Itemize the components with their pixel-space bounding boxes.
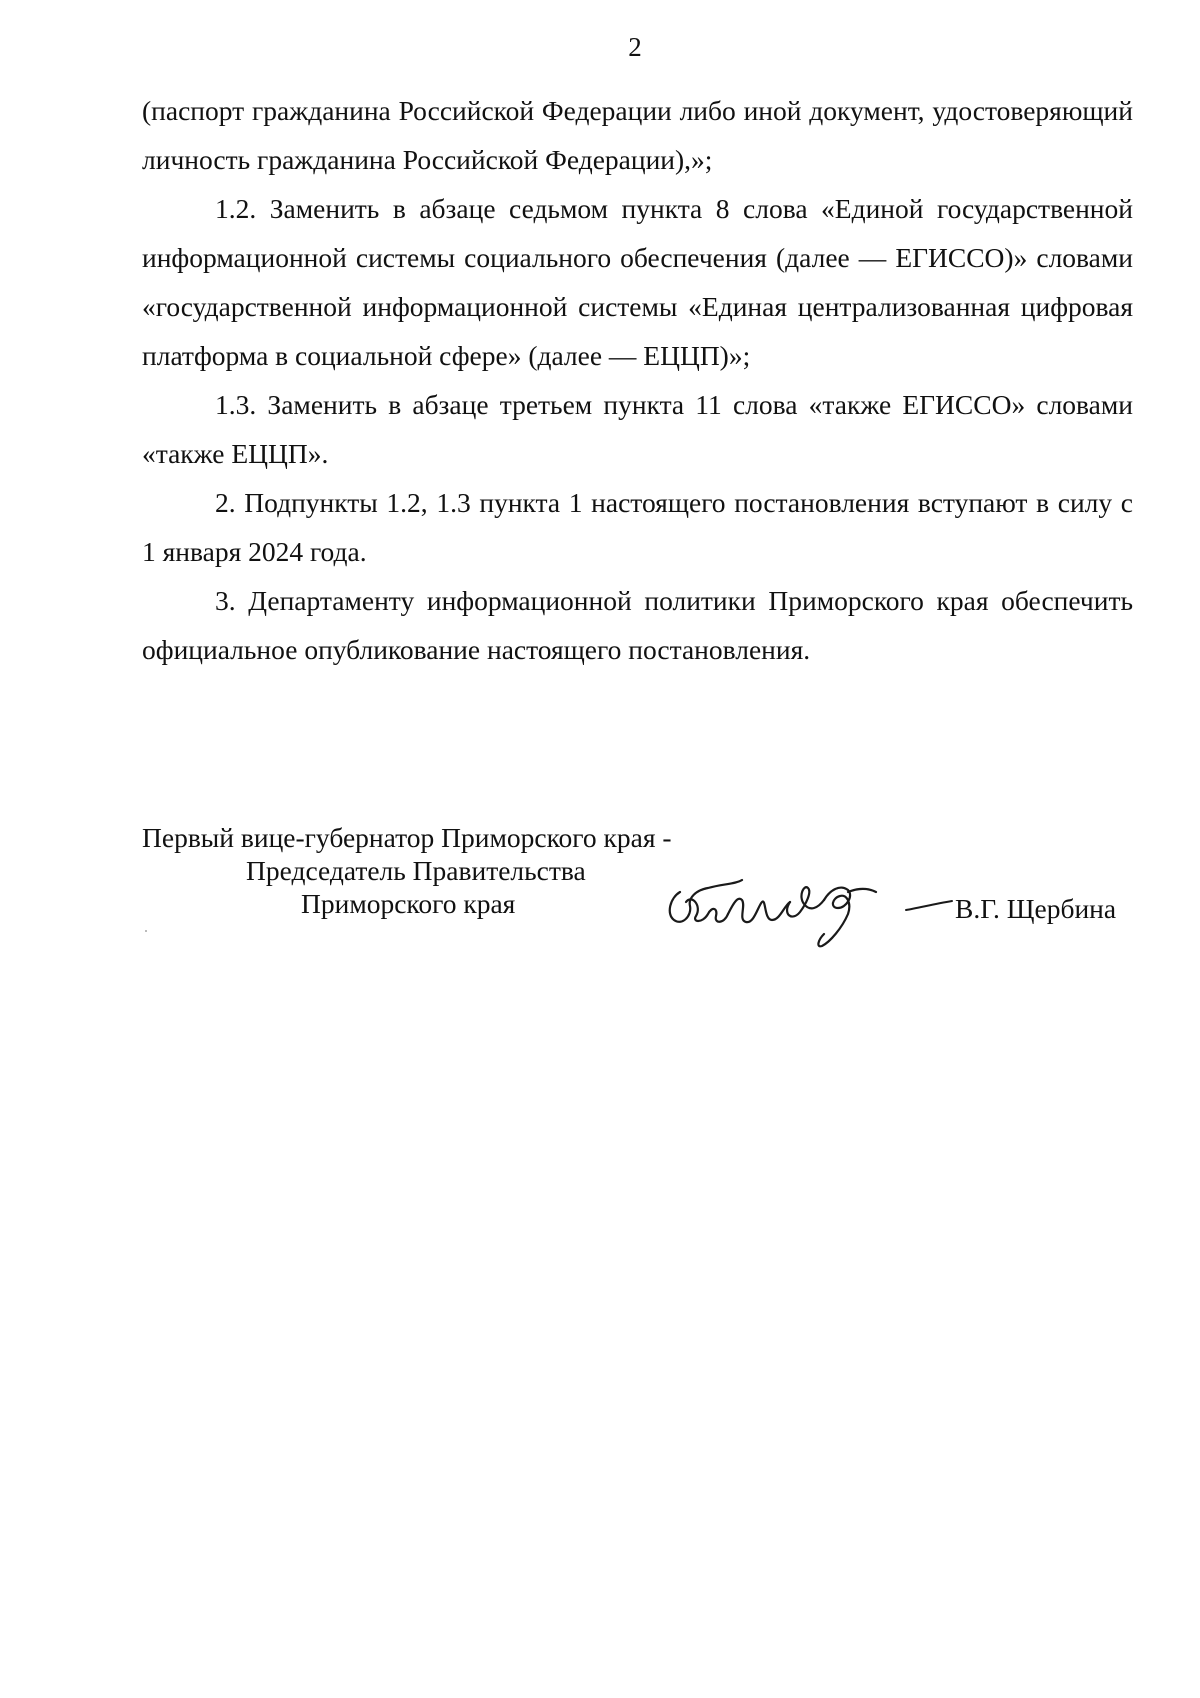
signature-dash bbox=[904, 898, 954, 914]
position-line-1: Первый вице-губернатор Приморского края - bbox=[142, 822, 672, 853]
scan-speck bbox=[145, 930, 147, 932]
paragraph-item-1-3: 1.3. Заменить в абзаце третьем пункта 11 слова «также ЕГИССО» словами «также ЕЦЦП». bbox=[142, 389, 1133, 469]
paragraph-item-2: 2. Подпункты 1.2, 1.3 пункта 1 настоящего постановления вступают в силу с 1 января 2024 года. bbox=[142, 487, 1133, 567]
paragraph-item-3: 3. Департаменту информационной политики Приморского края обеспечить официальное опубликование настоящего постановления. bbox=[142, 585, 1133, 665]
paragraph-continuation: (паспорт гражданина Российской Федерации либо иной документ, удостоверяющий личность гражданина Российской Федерации),»; bbox=[142, 95, 1133, 175]
handwritten-signature bbox=[662, 862, 892, 954]
signatory-position bbox=[142, 821, 672, 920]
paragraph-item-1-2: 1.2. Заменить в абзаце седьмом пункта 8 слова «Единой государственной информационной системы социального обеспечения (далее — ЕГИССО)» словами «государственной информационной системы «Единая централизованная цифровая платформа в социальной сфере» (далее — ЕЦЦП)»; bbox=[142, 193, 1133, 371]
position-line-3: Приморского края bbox=[301, 888, 516, 919]
position-line-2: Председатель Правительства bbox=[246, 855, 586, 886]
document-body bbox=[142, 86, 1133, 674]
page-number: 2 bbox=[628, 32, 642, 62]
signer-name: В.Г. Щербина bbox=[955, 893, 1117, 924]
